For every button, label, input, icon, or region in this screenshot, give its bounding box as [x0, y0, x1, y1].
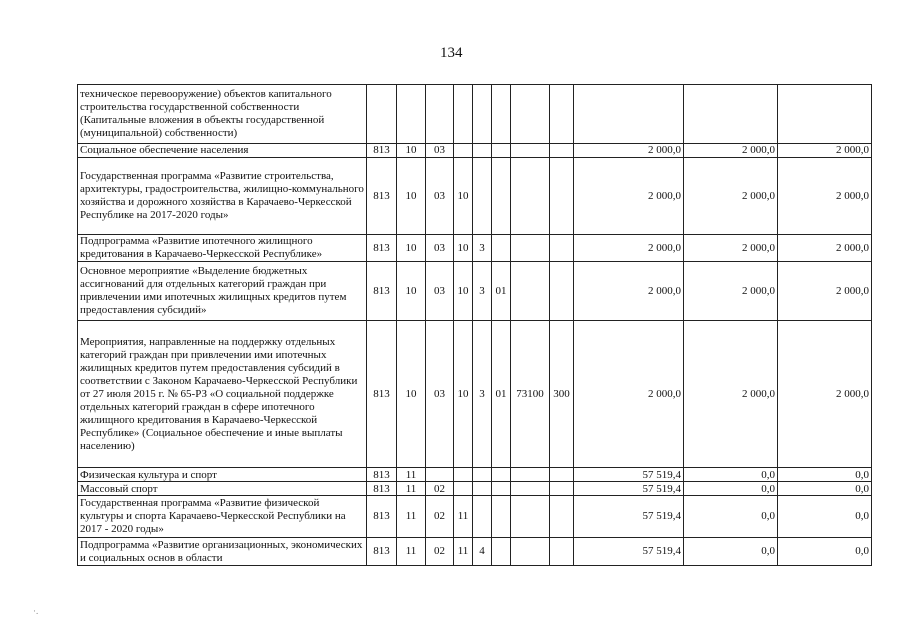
col-amount-1 [574, 85, 684, 144]
page-number: 134 [440, 45, 463, 61]
col-direction [511, 235, 550, 262]
col-subsection: 03 [426, 235, 454, 262]
col-amount-1: 2 000,0 [574, 158, 684, 235]
col-amount-1: 57 519,4 [574, 496, 684, 538]
col-subsection [426, 85, 454, 144]
col-subsection: 02 [426, 538, 454, 566]
col-amount-2: 0,0 [684, 468, 778, 482]
col-direction [511, 144, 550, 158]
col-expense-type [550, 496, 574, 538]
col-subsection: 03 [426, 158, 454, 235]
col-expense-type [550, 144, 574, 158]
col-amount-2: 2 000,0 [684, 144, 778, 158]
col-subprogram [473, 482, 492, 496]
col-activity [492, 158, 511, 235]
col-amount-3: 2 000,0 [778, 262, 872, 321]
col-section: 10 [397, 321, 426, 468]
col-ministry: 813 [367, 235, 397, 262]
col-program: 10 [454, 158, 473, 235]
col-section: 11 [397, 468, 426, 482]
col-program [454, 468, 473, 482]
col-amount-1: 2 000,0 [574, 321, 684, 468]
col-section [397, 85, 426, 144]
col-amount-3: 2 000,0 [778, 158, 872, 235]
col-amount-2: 2 000,0 [684, 158, 778, 235]
col-subprogram [473, 158, 492, 235]
col-amount-2 [684, 85, 778, 144]
col-section: 10 [397, 235, 426, 262]
col-amount-2: 2 000,0 [684, 235, 778, 262]
col-program [454, 85, 473, 144]
col-subprogram: 3 [473, 235, 492, 262]
row-name: Мероприятия, направленные на поддержку отдельных категорий граждан при привлечении ими ипотечных жилищных кредитов путем предоставления субсидий в соответствии с Законом Карачаево-Черкесской Республики от 27 июля 2015 г. № 65-РЗ «О социальной поддержке отдельных категорий граждан в сфере ипотечного жилищного кредитования в Карачаево-Черкесской Республике» (Социальное обеспечение и иные выплаты населению) [78, 321, 367, 468]
col-amount-2: 0,0 [684, 496, 778, 538]
col-program: 11 [454, 538, 473, 566]
col-amount-1: 2 000,0 [574, 262, 684, 321]
col-activity: 01 [492, 262, 511, 321]
col-amount-1: 2 000,0 [574, 235, 684, 262]
col-subsection [426, 468, 454, 482]
col-amount-1: 57 519,4 [574, 468, 684, 482]
col-subsection: 02 [426, 496, 454, 538]
col-ministry: 813 [367, 321, 397, 468]
col-section: 10 [397, 262, 426, 321]
col-activity [492, 235, 511, 262]
col-section: 10 [397, 158, 426, 235]
col-amount-2: 2 000,0 [684, 321, 778, 468]
col-section: 11 [397, 482, 426, 496]
col-subsection: 02 [426, 482, 454, 496]
table-row [78, 235, 872, 262]
col-amount-1: 2 000,0 [574, 144, 684, 158]
budget-table [77, 84, 872, 566]
col-ministry: 813 [367, 262, 397, 321]
table-row [78, 262, 872, 321]
col-subprogram [473, 144, 492, 158]
row-name: Подпрограмма «Развитие организационных, экономических и социальных основ в области [78, 538, 367, 566]
row-name: Физическая культура и спорт [78, 468, 367, 482]
table-row [78, 321, 872, 468]
col-ministry: 813 [367, 482, 397, 496]
col-ministry: 813 [367, 158, 397, 235]
col-activity [492, 496, 511, 538]
col-expense-type: 300 [550, 321, 574, 468]
col-subprogram: 4 [473, 538, 492, 566]
table-row [78, 468, 872, 482]
col-program [454, 144, 473, 158]
col-subsection: 03 [426, 144, 454, 158]
row-name: техническое перевооружение) объектов капитального строительства государственной собственности (Капитальные вложения в объекты государственной (муниципальной) собственности) [78, 85, 367, 144]
col-activity [492, 144, 511, 158]
col-ministry: 813 [367, 496, 397, 538]
col-section: 10 [397, 144, 426, 158]
table-row [78, 85, 872, 144]
col-subprogram [473, 496, 492, 538]
table-row [78, 482, 872, 496]
table-row [78, 158, 872, 235]
col-amount-3: 2 000,0 [778, 235, 872, 262]
col-amount-3: 2 000,0 [778, 321, 872, 468]
col-amount-3: 2 000,0 [778, 144, 872, 158]
col-direction [511, 468, 550, 482]
col-subprogram [473, 468, 492, 482]
col-ministry: 813 [367, 468, 397, 482]
col-activity [492, 482, 511, 496]
col-direction [511, 496, 550, 538]
col-amount-3: 0,0 [778, 538, 872, 566]
col-direction [511, 85, 550, 144]
row-name: Основное мероприятие «Выделение бюджетных ассигнований для отдельных категорий граждан при привлечении ими ипотечных жилищных кредитов путем предоставления субсидий» [78, 262, 367, 321]
row-name: Социальное обеспечение населения [78, 144, 367, 158]
col-program: 11 [454, 496, 473, 538]
col-amount-2: 0,0 [684, 538, 778, 566]
col-program [454, 482, 473, 496]
col-expense-type [550, 262, 574, 321]
row-name: Подпрограмма «Развитие ипотечного жилищного кредитования в Карачаево-Черкесской Республике» [78, 235, 367, 262]
row-name: Государственная программа «Развитие физической культуры и спорта Карачаево-Черкесской Республики на 2017 - 2020 годы» [78, 496, 367, 538]
row-name: Государственная программа «Развитие строительства, архитектуры, градостроительства, жилищно-коммунального хозяйства и дорожного хозяйства в Карачаево-Черкесской Республике на 2017-2020 годы» [78, 158, 367, 235]
col-expense-type [550, 235, 574, 262]
col-expense-type [550, 158, 574, 235]
col-expense-type [550, 482, 574, 496]
col-direction [511, 538, 550, 566]
col-subsection: 03 [426, 321, 454, 468]
col-amount-3 [778, 85, 872, 144]
col-subprogram: 3 [473, 321, 492, 468]
col-amount-3: 0,0 [778, 482, 872, 496]
col-direction: 73100 [511, 321, 550, 468]
col-subprogram: 3 [473, 262, 492, 321]
col-amount-1: 57 519,4 [574, 538, 684, 566]
col-ministry: 813 [367, 144, 397, 158]
col-amount-3: 0,0 [778, 468, 872, 482]
col-activity: 01 [492, 321, 511, 468]
col-program: 10 [454, 262, 473, 321]
col-activity [492, 538, 511, 566]
col-activity [492, 85, 511, 144]
col-direction [511, 158, 550, 235]
col-subsection: 03 [426, 262, 454, 321]
table-row [78, 144, 872, 158]
col-amount-1: 57 519,4 [574, 482, 684, 496]
col-amount-2: 2 000,0 [684, 262, 778, 321]
table-row [78, 496, 872, 538]
col-amount-2: 0,0 [684, 482, 778, 496]
col-activity [492, 468, 511, 482]
col-ministry: 813 [367, 538, 397, 566]
row-name: Массовый спорт [78, 482, 367, 496]
scan-artifact: ·. [33, 606, 39, 616]
col-section: 11 [397, 538, 426, 566]
col-ministry [367, 85, 397, 144]
col-direction [511, 262, 550, 321]
col-program: 10 [454, 321, 473, 468]
col-amount-3: 0,0 [778, 496, 872, 538]
table-row [78, 538, 872, 566]
col-section: 11 [397, 496, 426, 538]
col-expense-type [550, 468, 574, 482]
col-expense-type [550, 538, 574, 566]
col-subprogram [473, 85, 492, 144]
col-direction [511, 482, 550, 496]
col-expense-type [550, 85, 574, 144]
col-program: 10 [454, 235, 473, 262]
